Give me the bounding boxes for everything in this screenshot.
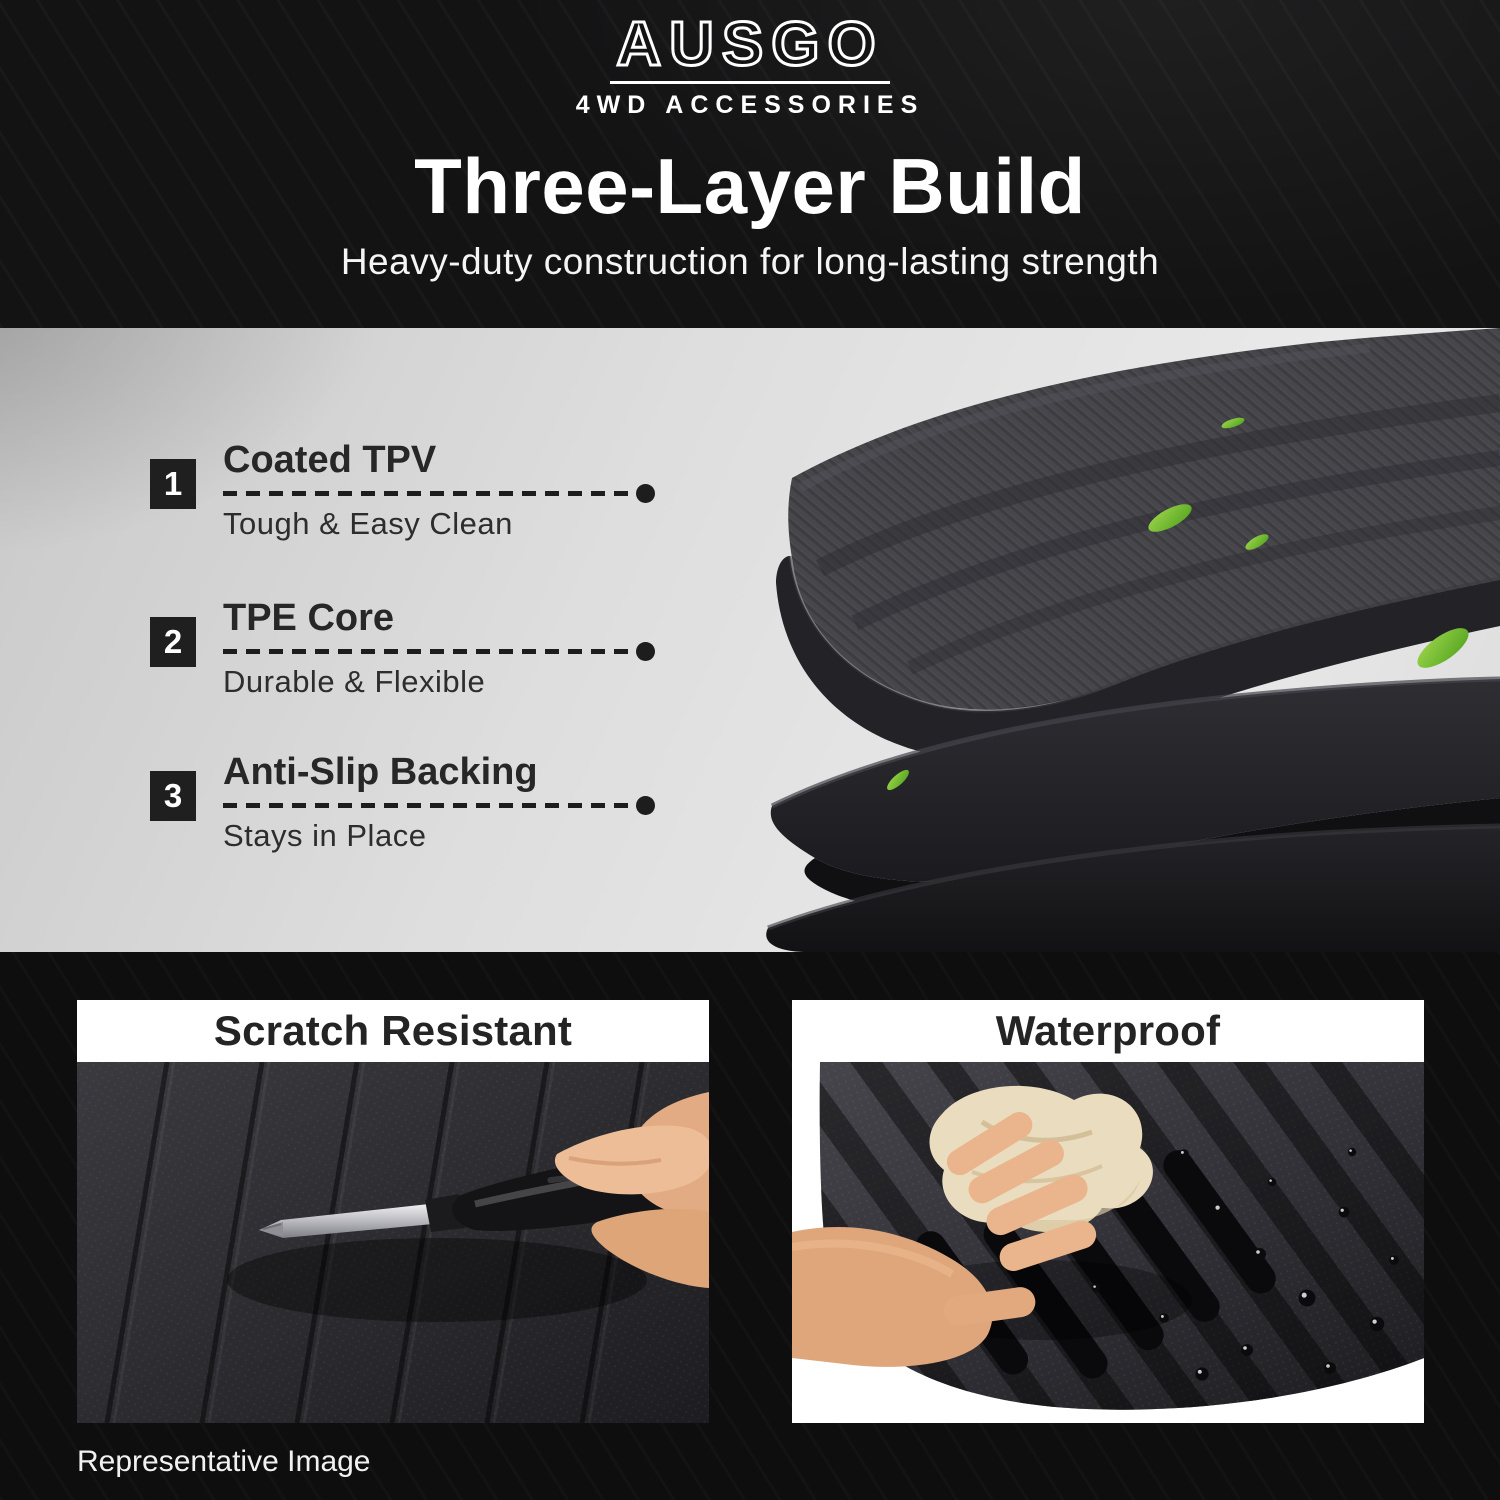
callout-line xyxy=(223,803,641,808)
feature-description: Durable & Flexible xyxy=(223,663,486,699)
feature-number-badge: 3 xyxy=(150,771,196,821)
proof-section xyxy=(0,952,1500,1500)
feature-item-tpe-core xyxy=(150,598,641,700)
feature-description: Stays in Place xyxy=(223,817,427,853)
callout-line xyxy=(223,649,641,654)
features-section xyxy=(0,328,1500,952)
feature-number-badge: 2 xyxy=(150,617,196,667)
callout-dot xyxy=(636,484,655,503)
brand-name: AUSGO xyxy=(610,12,889,84)
layers-illustration xyxy=(760,328,1500,952)
card-title: Waterproof xyxy=(792,1000,1424,1062)
feature-title: Coated TPV xyxy=(223,439,437,481)
brand-logo xyxy=(0,12,1500,120)
callout-line xyxy=(223,491,641,496)
hero-section xyxy=(0,0,1500,328)
feature-body xyxy=(223,752,641,854)
page-subtitle: Heavy-duty construction for long-lasting strength xyxy=(340,241,1160,282)
cloth-wipe-photo xyxy=(792,1062,1424,1423)
three-layer-mat-illustration xyxy=(760,328,1500,952)
brand-tagline: 4WD ACCESSORIES xyxy=(575,91,925,119)
feature-body xyxy=(223,598,641,700)
scratch-resistant-card xyxy=(77,1000,709,1423)
callout-dot xyxy=(636,642,655,661)
feature-title: TPE Core xyxy=(223,597,395,639)
feature-body xyxy=(223,440,641,542)
scratch-test-photo xyxy=(77,1062,709,1423)
card-title: Scratch Resistant xyxy=(77,1000,709,1062)
page-title: Three-Layer Build xyxy=(414,142,1086,230)
feature-number-badge: 1 xyxy=(150,459,196,509)
feature-description: Tough & Easy Clean xyxy=(223,505,513,541)
feature-item-coated-tpv xyxy=(150,440,641,542)
representative-image-note: Representative Image xyxy=(77,1445,371,1478)
feature-title: Anti-Slip Backing xyxy=(223,751,538,793)
callout-dot xyxy=(636,796,655,815)
feature-item-anti-slip xyxy=(150,752,641,854)
waterproof-test-photo xyxy=(792,1062,1424,1423)
waterproof-card xyxy=(792,1000,1424,1423)
screwdriver-scratch-photo xyxy=(77,1062,709,1423)
